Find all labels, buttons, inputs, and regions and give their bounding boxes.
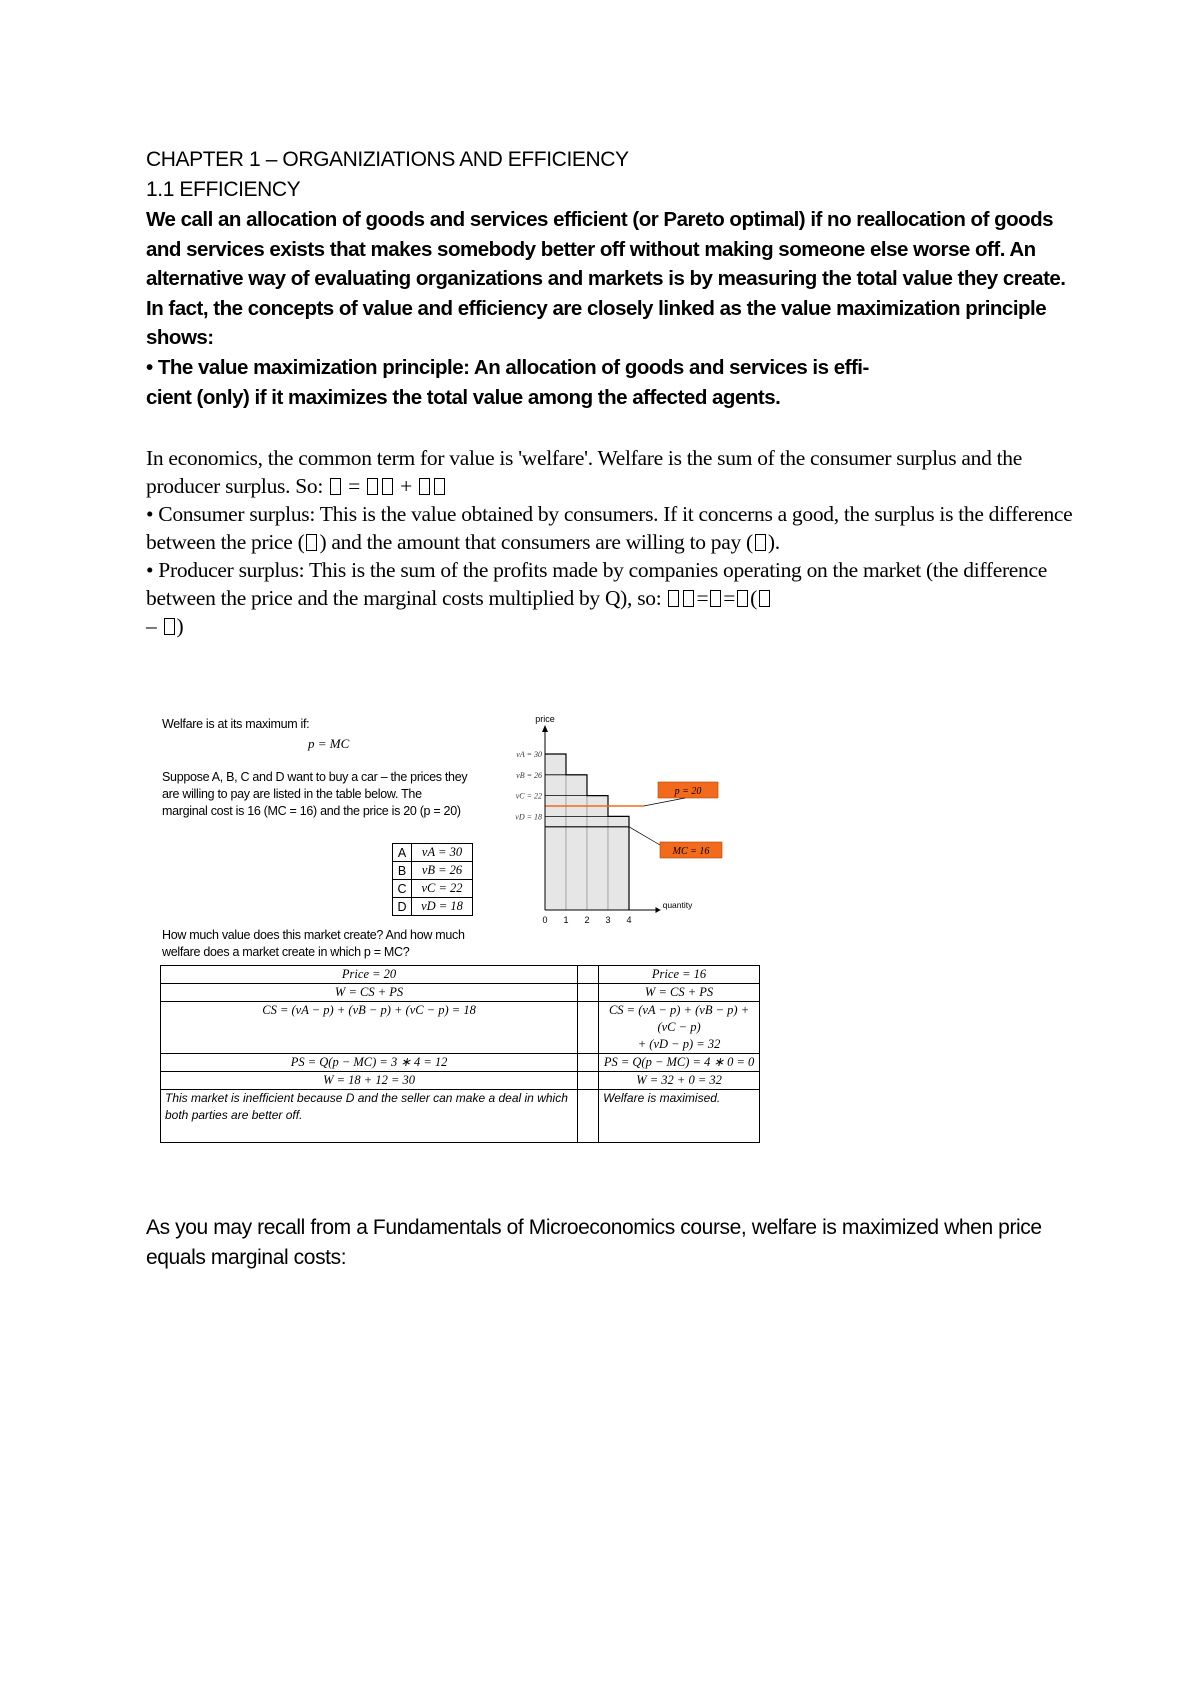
equation-part: ) [176, 614, 184, 638]
table-row [161, 1002, 760, 1054]
buyer-value: vB = 26 [412, 862, 473, 880]
demand-step-chart [500, 710, 770, 935]
right-price-cell: Price = 16 [599, 966, 760, 984]
right-ps-formula: PS = Q(p − MC) = 4 ∗ 0 = 0 [599, 1054, 760, 1072]
missing-glyph-icon [164, 618, 175, 635]
section-title: 1.1 EFFICIENCY [146, 178, 301, 201]
table-row [393, 898, 473, 916]
buyer-label: C [393, 880, 412, 898]
equation-part: – [146, 614, 157, 638]
left-welfare-total: W = 18 + 12 = 30 [161, 1072, 578, 1090]
x-axis-arrow [656, 907, 661, 913]
spacer-cell [578, 966, 599, 984]
right-cs-line-2: + (vD − p) = 32 [637, 1037, 721, 1051]
y-tick-label: vD = 18 [515, 812, 542, 822]
price-label: p = 20 [674, 786, 702, 797]
intro-paragraph: We call an allocation of goods and services efficient (or Pareto optimal) if no reallocation of goods and services exists that makes somebody better off without making someone else worse off. An alternative way of evaluating organizations and markets is by measuring the total value they create. In fact, the concepts of value and efficiency are closely linked as the value maximization principle shows: [146, 208, 1066, 349]
table-row [161, 984, 760, 1002]
willingness-to-pay-table [392, 843, 473, 916]
figure-question-line-2: welfare does a market create in which p = MC? [162, 945, 410, 959]
figure-suppose-line-2: are willing to pay are listed in the table below. The [162, 787, 422, 801]
x-axis-label: quantity [662, 900, 693, 910]
spacer-cell [578, 1072, 599, 1090]
equation-part: = [343, 474, 361, 498]
buyer-value: vC = 22 [412, 880, 473, 898]
y-axis-label: price [535, 714, 555, 724]
mc-label: MC = 16 [672, 846, 710, 857]
equation-part: ( [750, 586, 757, 610]
equation-part: = [696, 586, 709, 610]
table-row [393, 862, 473, 880]
missing-glyph-icon [755, 534, 766, 551]
buyer-label: D [393, 898, 412, 916]
y-tick-label: vB = 26 [516, 770, 542, 780]
demand-bar [587, 796, 608, 910]
spacer-cell [578, 1090, 599, 1143]
left-welfare-formula: W = CS + PS [161, 984, 578, 1002]
consumer-surplus-text-2: ) and the amount that consumers are willing to pay ( [319, 530, 753, 554]
x-tick-label: 2 [584, 915, 590, 925]
left-note: This market is inefficient because D and the seller can make a deal in which both parties are better off. [161, 1090, 578, 1143]
figure-suppose-line-1: Suppose A, B, C and D want to buy a car – the prices they [162, 770, 468, 784]
y-axis-arrow [542, 725, 548, 732]
table-row [161, 966, 760, 984]
figure-heading: Welfare is at its maximum if: [162, 717, 310, 731]
figure-suppose-line-3: marginal cost is 16 (MC = 16) and the price is 20 (p = 20) [162, 804, 461, 818]
value-maximization-bullet [146, 353, 1076, 412]
table-row [161, 1090, 760, 1143]
price-label-leader [644, 798, 685, 806]
demand-bar [566, 775, 587, 910]
missing-glyph-icon [382, 478, 393, 495]
welfare-definition-text: In economics, the common term for value is 'welfare'. Welfare is the sum of the consumer surplus and the producer surplus. So: [146, 446, 1022, 498]
welfare-paragraph [146, 444, 1076, 640]
figure-condition: p = MC [308, 736, 350, 751]
bullet-line-1: • The value maximization principle: An allocation of goods and services is effi- [146, 356, 869, 379]
figure-question-line-1: How much value does this market create? And how much [162, 928, 465, 942]
bullet-line-2: cient (only) if it maximizes the total value among the affected agents. [146, 385, 781, 409]
missing-glyph-icon [759, 590, 770, 607]
producer-surplus-bullet [146, 556, 1076, 640]
mc-label-leader [629, 827, 660, 845]
table-row [161, 1072, 760, 1090]
missing-glyph-icon [737, 590, 748, 607]
buyer-value: vD = 18 [412, 898, 473, 916]
buyer-label: A [393, 844, 412, 862]
table-row [161, 1054, 760, 1072]
equation-part: = [723, 586, 736, 610]
missing-glyph-icon [434, 478, 445, 495]
consumer-surplus-text-3: ). [767, 530, 780, 554]
welfare-comparison-table [160, 965, 760, 1143]
welfare-definition [146, 444, 1076, 500]
table-row [393, 880, 473, 898]
missing-glyph-icon [367, 478, 378, 495]
producer-surplus-text: • Producer surplus: This is the sum of the profits made by companies operating on the market (the difference between the price and the marginal costs multiplied by Q), so: [146, 558, 1047, 610]
missing-glyph-icon [668, 590, 679, 607]
left-cs-formula: CS = (vA − p) + (vB − p) + (vC − p) = 18 [161, 1002, 578, 1054]
spacer-cell [578, 1054, 599, 1072]
right-note: Welfare is maximised. [599, 1090, 760, 1143]
buyer-value: vA = 30 [412, 844, 473, 862]
missing-glyph-icon [419, 478, 430, 495]
x-tick-label: 0 [542, 915, 548, 925]
x-tick-label: 3 [605, 915, 611, 925]
missing-glyph-icon [710, 590, 721, 607]
missing-glyph-icon [306, 534, 317, 551]
y-tick-label: vA = 30 [516, 750, 542, 759]
chapter-title: CHAPTER 1 – ORGANIZIATIONS AND EFFICIENCY [146, 148, 629, 171]
right-cs-line-1: CS = (vA − p) + (vB − p) + (vC − p) [608, 1003, 750, 1034]
equation-part: + [395, 474, 412, 498]
right-cs-formula [599, 1002, 760, 1054]
missing-glyph-icon [330, 478, 341, 495]
welfare-figure [160, 710, 770, 1130]
demand-bar [545, 754, 566, 910]
right-welfare-total: W = 32 + 0 = 32 [599, 1072, 760, 1090]
right-welfare-formula: W = CS + PS [599, 984, 760, 1002]
spacer-cell [578, 1002, 599, 1054]
consumer-surplus-bullet [146, 500, 1076, 556]
x-tick-label: 1 [563, 915, 569, 925]
closing-paragraph: As you may recall from a Fundamentals of Microeconomics course, welfare is maximized when price equals marginal costs: [146, 1216, 1042, 1269]
table-row [393, 844, 473, 862]
demand-bar [608, 816, 629, 910]
left-ps-formula: PS = Q(p − MC) = 3 ∗ 4 = 12 [161, 1054, 578, 1072]
buyer-label: B [393, 862, 412, 880]
missing-glyph-icon [683, 590, 694, 607]
consumer-surplus-text: • Consumer surplus: This is the value obtained by consumers. If it concerns a good, the surplus is the difference between the price ( [146, 502, 1073, 554]
spacer-cell [578, 984, 599, 1002]
y-tick-label: vC = 22 [515, 791, 542, 801]
left-price-cell: Price = 20 [161, 966, 578, 984]
x-tick-label: 4 [626, 915, 632, 925]
